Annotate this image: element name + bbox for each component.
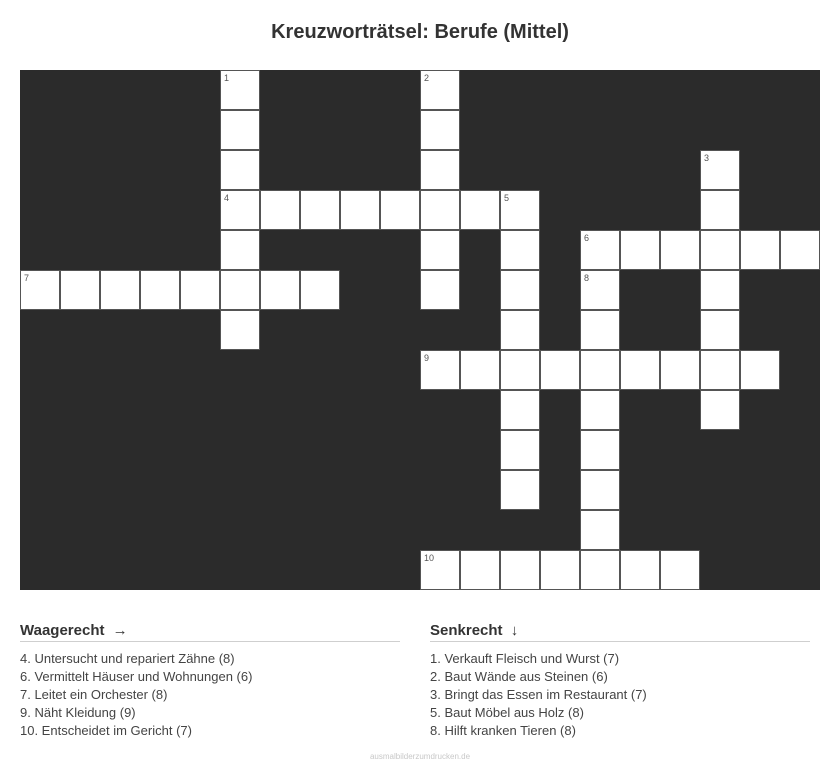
grid-cell[interactable]: [700, 150, 740, 190]
grid-cell[interactable]: [420, 270, 460, 310]
grid-cell[interactable]: [220, 150, 260, 190]
grid-cell[interactable]: [100, 270, 140, 310]
grid-cell[interactable]: [580, 390, 620, 430]
grid-cell[interactable]: [500, 470, 540, 510]
grid-cell[interactable]: [220, 110, 260, 150]
grid-cell[interactable]: [700, 190, 740, 230]
footer-watermark: ausmalbilderzumdrucken.de: [369, 752, 471, 761]
clue-number: 5: [504, 193, 510, 203]
grid-cell[interactable]: [260, 270, 300, 310]
right-arrow-icon: →: [112, 622, 128, 639]
across-clues-section: [20, 622, 400, 740]
grid-cell[interactable]: [580, 310, 620, 350]
grid-cell[interactable]: [420, 70, 460, 110]
clue-down-3: 3. Bringt das Essen im Restaurant (7): [430, 687, 647, 702]
grid-cell[interactable]: [460, 350, 500, 390]
grid-cell[interactable]: [60, 270, 100, 310]
across-heading: [20, 622, 400, 642]
clue-number: 3: [704, 153, 710, 163]
grid-cell[interactable]: [500, 390, 540, 430]
clue-number: 6: [584, 233, 590, 243]
grid-cell[interactable]: [580, 430, 620, 470]
clue-number: 10: [424, 553, 435, 563]
grid-cell[interactable]: [700, 310, 740, 350]
grid-cell[interactable]: [620, 230, 660, 270]
grid-cell[interactable]: [740, 230, 780, 270]
grid-cell[interactable]: [540, 350, 580, 390]
grid-cell[interactable]: [700, 390, 740, 430]
grid-cell[interactable]: [580, 270, 620, 310]
grid-cell[interactable]: [580, 230, 620, 270]
grid-cell[interactable]: [580, 550, 620, 590]
grid-cell[interactable]: [660, 230, 700, 270]
grid-cell[interactable]: [500, 350, 540, 390]
grid-cell[interactable]: [660, 350, 700, 390]
grid-cell[interactable]: [580, 350, 620, 390]
clue-number: 2: [424, 73, 430, 83]
across-clue-list: [20, 650, 400, 740]
clue-across-9: 9. Näht Kleidung (9): [20, 705, 136, 720]
clue-across-10: 10. Entscheidet im Gericht (7): [20, 723, 192, 738]
grid-cell[interactable]: [740, 350, 780, 390]
clue-down-2: 2. Baut Wände aus Steinen (6): [430, 669, 608, 684]
clue-number: 4: [224, 193, 230, 203]
grid-cell[interactable]: [220, 310, 260, 350]
clue-down-5: 5. Baut Möbel aus Holz (8): [430, 705, 584, 720]
down-clue-list: [430, 650, 810, 740]
clue-down-8: 8. Hilft kranken Tieren (8): [430, 723, 576, 738]
clue-down-1: 1. Verkauft Fleisch und Wurst (7): [430, 651, 620, 666]
grid-cell[interactable]: [620, 550, 660, 590]
grid-cell[interactable]: [300, 190, 340, 230]
grid-cell[interactable]: [700, 350, 740, 390]
page-title: Kreuzworträtsel: Berufe (Mittel): [271, 21, 569, 43]
grid-cell[interactable]: [460, 190, 500, 230]
crossword-grid: [20, 70, 820, 590]
down-heading: [430, 622, 810, 642]
clue-number: 1: [224, 73, 230, 83]
grid-cell[interactable]: [420, 150, 460, 190]
grid-cell[interactable]: [500, 310, 540, 350]
grid-cell[interactable]: [500, 230, 540, 270]
grid-cell[interactable]: [220, 190, 260, 230]
grid-cell[interactable]: [540, 550, 580, 590]
clue-number: 9: [424, 353, 430, 363]
grid-cell[interactable]: [620, 350, 660, 390]
grid-cell[interactable]: [420, 190, 460, 230]
grid-cell[interactable]: [220, 70, 260, 110]
grid-cell[interactable]: [700, 230, 740, 270]
grid-cell[interactable]: [340, 190, 380, 230]
grid-cell[interactable]: [580, 510, 620, 550]
grid-cell[interactable]: [420, 230, 460, 270]
grid-cell[interactable]: [500, 550, 540, 590]
grid-cell[interactable]: [660, 550, 700, 590]
down-heading-label: Senkrecht: [430, 622, 503, 639]
grid-cell[interactable]: [500, 190, 540, 230]
grid-cell[interactable]: [260, 190, 300, 230]
grid-cell[interactable]: [700, 270, 740, 310]
across-heading-label: Waagerecht: [20, 622, 105, 639]
grid-cell[interactable]: [420, 110, 460, 150]
grid-cell[interactable]: [420, 550, 460, 590]
clue-across-6: 6. Vermittelt Häuser und Wohnungen (6): [20, 669, 253, 684]
grid-cell[interactable]: [420, 350, 460, 390]
grid-cell[interactable]: [20, 270, 60, 310]
grid-cell[interactable]: [180, 270, 220, 310]
down-arrow-icon: ↓: [510, 622, 519, 639]
grid-cell[interactable]: [220, 230, 260, 270]
grid-cell[interactable]: [500, 270, 540, 310]
down-clues-section: [430, 622, 810, 740]
grid-cell[interactable]: [580, 470, 620, 510]
clue-number: 7: [24, 273, 30, 283]
grid-cell[interactable]: [500, 430, 540, 470]
grid-cell[interactable]: [140, 270, 180, 310]
grid-cell[interactable]: [460, 550, 500, 590]
grid-cell[interactable]: [780, 230, 820, 270]
clue-across-4: 4. Untersucht und repariert Zähne (8): [20, 651, 235, 666]
grid-cell[interactable]: [300, 270, 340, 310]
grid-cell[interactable]: [220, 270, 260, 310]
clue-across-7: 7. Leitet ein Orchester (8): [20, 687, 168, 702]
grid-cell[interactable]: [380, 190, 420, 230]
clue-number: 8: [584, 273, 590, 283]
